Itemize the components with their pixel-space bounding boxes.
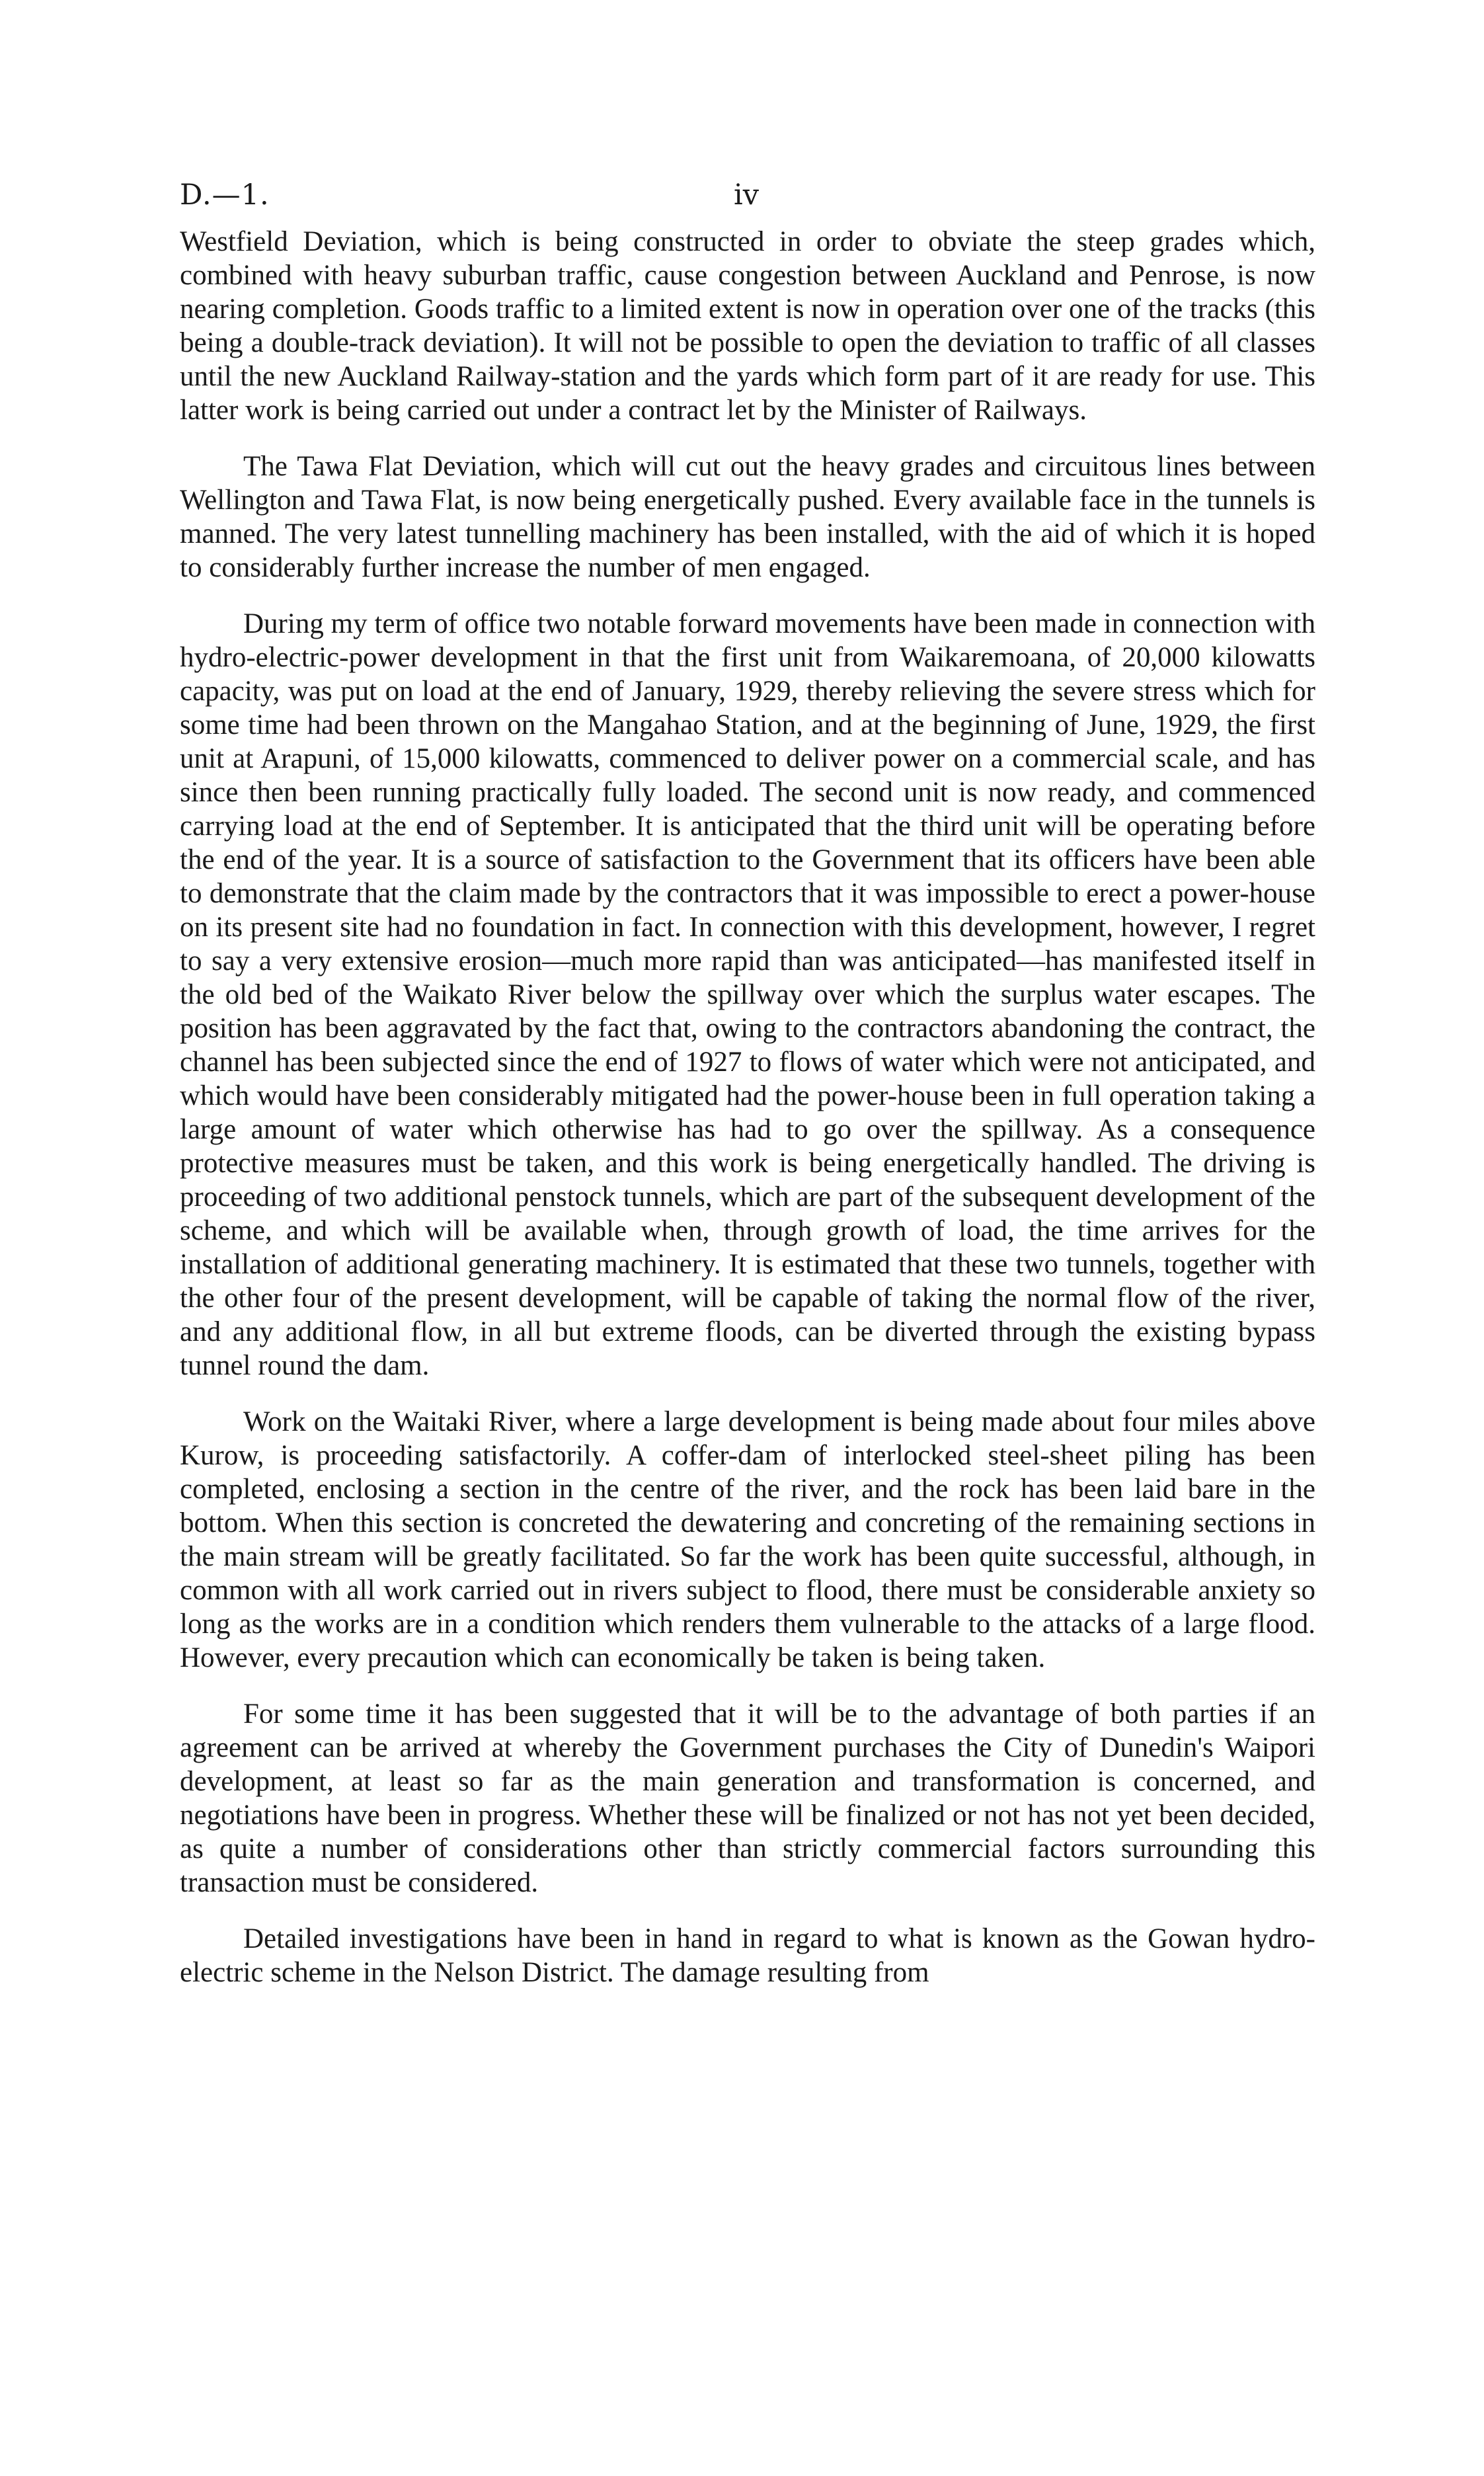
paragraph-waipori-development: For some time it has been suggested that it will be to the advantage of both parties if an agreement can be arrived at whereby the Government purchases the City of Dunedin's Waipori development, at least so far as the main generation and transformation is concerned, and negotiations have been in progress. Whether these will be finalized or not has not yet been decided, as quite a number of considerations other than strictly commercial factors surrounding this transaction must be considered. — [180, 1698, 1315, 1898]
paragraph-westfield-deviation: Westfield Deviation, which is being constructed in order to obviate the steep grades which, combined with heavy suburban traffic, cause congestion between Auckland and Penrose, is now nearing completion. Goods traffic to a limited extent is now in operation over one of the tracks (this being a double-track deviation). It will not be possible to open the deviation to traffic of all classes until the new Auckland Railway-station and the yards which form part of it are ready for use. This latter work is being carried out under a contract let by the Minister of Railways. — [180, 226, 1315, 426]
paragraph-hydro-electric-development: During my term of office two notable forward movements have been made in connection with hydro-electric-power development in that the first unit from Waikaremoana, of 20,000 kilowatts capacity, was put on load at the end of January, 1929, thereby relieving the severe stress which for some time had been thrown on the Mangahao Station, and at the beginning of June, 1929, the first unit at Arapuni, of 15,000 kilowatts, commenced to deliver power on a commercial scale, and has since then been running practically fully loaded. The second unit is now ready, and commenced carrying load at the end of September. It is anticipated that the third unit will be operating before the end of the year. It is a source of satisfaction to the Government that its officers have been able to demonstrate that the claim made by the contractors that it was impossible to erect a power-house on its present site had no foundation in fact. In connection with this development, however, I regret to say a very extensive erosion—much more rapid than was anticipated—has manifested itself in the old bed of the Waikato River below the spillway over which the surplus water escapes. The position has been aggravated by the fact that, owing to the contractors abandoning the contract, the channel has been subjected since the end of 1927 to flows of water which were not anticipated, and which would have been considerably mitigated had the power-house been in full operation taking a large amount of water which otherwise has had to go over the spillway. As a consequence protective measures must be taken, and this work is being energetically handled. The driving is proceeding of two additional penstock tunnels, which are part of the subsequent development of the scheme, and which will be available when, through growth of load, the time arrives for the installation of additional generating machinery. It is estimated that these two tunnels, together with the other four of the present development, will be capable of taking the normal flow of the river, and any additional flow, in all but extreme floods, can be diverted through the existing bypass tunnel round the dam. — [180, 608, 1315, 1381]
document-reference: D.—1. — [180, 179, 270, 212]
paragraph-tawa-flat-deviation: The Tawa Flat Deviation, which will cut out the heavy grades and circuitous lines between Wellington and Tawa Flat, is now being energetically pushed. Every available face in the tunnels is manned. The very latest tunnelling machinery has been installed, with the aid of which it is hoped to considerably further increase the number of men engaged. — [180, 451, 1315, 583]
document-page — [180, 165, 1315, 2012]
paragraph-waitaki-river: Work on the Waitaki River, where a large development is being made about four miles above Kurow, is proceeding satisfactorily. A coffer-dam of interlocked steel-sheet piling has been completed, enclosing a section in the centre of the river, and the rock has been laid bare in the bottom. When this section is concreted the dewatering and concreting of the remaining sections in the main stream will be greatly facilitated. So far the work has been quite successful, although, in common with all work carried out in rivers subject to flood, there must be considerable anxiety so long as the works are in a condition which renders them vulnerable to the attacks of a large flood. However, every precaution which can economically be taken is being taken. — [180, 1406, 1315, 1673]
paragraph-gowan-scheme: Detailed investigations have been in hand in regard to what is known as the Gowan hydro-electric scheme in the Nelson District. The damage resulting from — [180, 1923, 1315, 1988]
document-body — [180, 225, 1315, 1989]
page-header — [180, 165, 1315, 225]
page-number: iv — [734, 179, 760, 212]
